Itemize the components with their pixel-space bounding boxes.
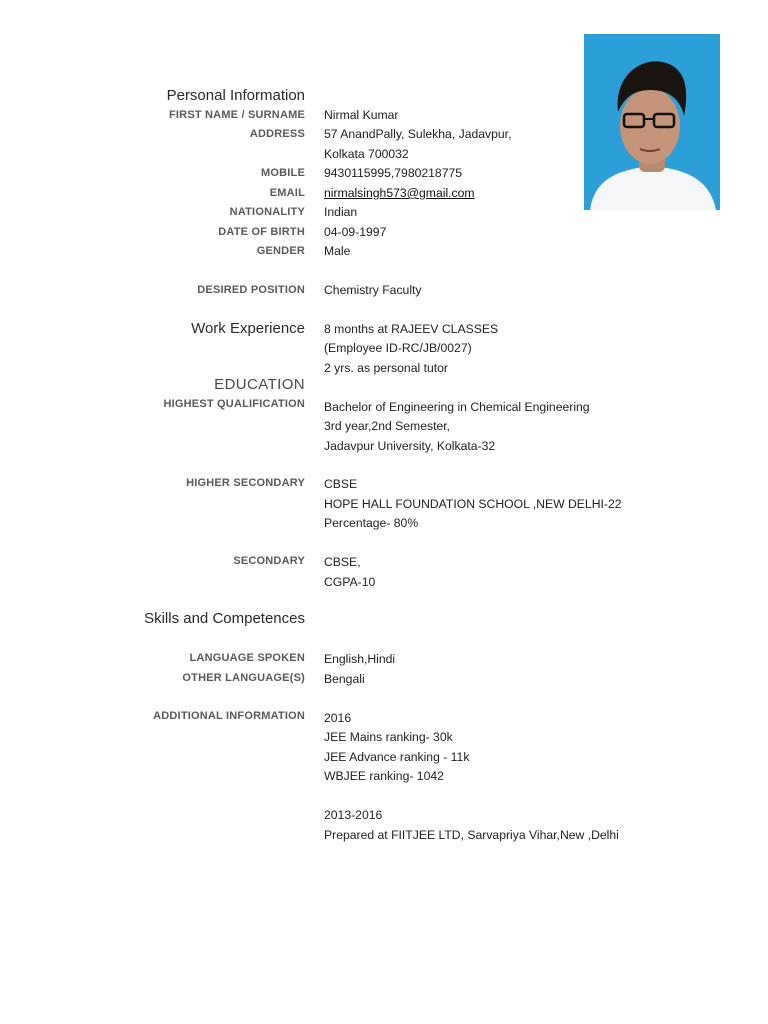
other-languages-label: OTHER LANGUAGE(S) xyxy=(182,672,305,684)
address-label: ADDRESS xyxy=(249,128,305,140)
secondary-line-1: CBSE, xyxy=(324,555,361,569)
date-of-birth-value: 04-09-1997 xyxy=(324,225,387,239)
additional-line-1: 2016 xyxy=(324,711,352,725)
secondary-line-2: CGPA-10 xyxy=(324,575,376,589)
mobile-label: MOBILE xyxy=(261,167,305,179)
skills-heading: Skills and Competences xyxy=(144,610,305,627)
work-experience-line-2: (Employee ID-RC/JB/0027) xyxy=(324,341,472,355)
language-spoken-label: LANGUAGE SPOKEN xyxy=(189,652,305,664)
secondary-label: SECONDARY xyxy=(233,555,305,567)
higher-secondary-line-1: CBSE xyxy=(324,477,358,491)
first-name-value: Nirmal Kumar xyxy=(324,108,399,122)
email-label: EMAIL xyxy=(269,187,305,199)
desired-position-value: Chemistry Faculty xyxy=(324,283,422,297)
other-languages-value: Bengali xyxy=(324,672,365,686)
additional-line-5: 2013-2016 xyxy=(324,808,383,822)
first-name-label: FIRST NAME / SURNAME xyxy=(169,109,305,121)
higher-secondary-label: HIGHER SECONDARY xyxy=(186,477,305,489)
date-of-birth-label: DATE OF BIRTH xyxy=(218,226,305,238)
gender-label: GENDER xyxy=(256,245,305,257)
mobile-value: 9430115995,7980218775 xyxy=(324,166,463,180)
highest-qualification-line-3: Jadavpur University, Kolkata-32 xyxy=(324,439,496,453)
work-experience-line-3: 2 yrs. as personal tutor xyxy=(324,361,448,375)
additional-line-2: JEE Mains ranking- 30k xyxy=(324,730,453,744)
highest-qualification-line-2: 3rd year,2nd Semester, xyxy=(324,419,451,433)
education-heading: EDUCATION xyxy=(214,376,305,393)
profile-photo-illustration xyxy=(584,34,720,210)
address-line-2: Kolkata 700032 xyxy=(324,147,409,161)
email-link[interactable]: nirmalsingh573@gmail.com xyxy=(324,186,475,200)
language-spoken-value: English,Hindi xyxy=(324,652,396,666)
nationality-value: Indian xyxy=(324,205,358,219)
address-line-1: 57 AnandPally, Sulekha, Jadavpur, xyxy=(324,127,512,141)
higher-secondary-line-3: Percentage- 80% xyxy=(324,516,419,530)
additional-information-label: ADDITIONAL INFORMATION xyxy=(153,710,305,722)
additional-line-3: JEE Advance ranking - 11k xyxy=(324,750,470,764)
highest-qualification-line-1: Bachelor of Engineering in Chemical Engineering xyxy=(324,400,590,414)
higher-secondary-line-2: HOPE HALL FOUNDATION SCHOOL ,NEW DELHI-22 xyxy=(324,497,622,511)
highest-qualification-label: HIGHEST QUALIFICATION xyxy=(163,398,305,410)
additional-line-6: Prepared at FIITJEE LTD, Sarvapriya Vihar,New ,Delhi xyxy=(324,828,619,842)
work-experience-line-1: 8 months at RAJEEV CLASSES xyxy=(324,322,499,336)
additional-line-4: WBJEE ranking- 1042 xyxy=(324,769,444,783)
personal-information-heading: Personal Information xyxy=(166,87,305,104)
profile-photo xyxy=(584,34,720,210)
desired-position-label: DESIRED POSITION xyxy=(197,284,305,296)
nationality-label: NATIONALITY xyxy=(229,206,305,218)
gender-value: Male xyxy=(324,244,351,258)
work-experience-heading: Work Experience xyxy=(191,320,305,337)
